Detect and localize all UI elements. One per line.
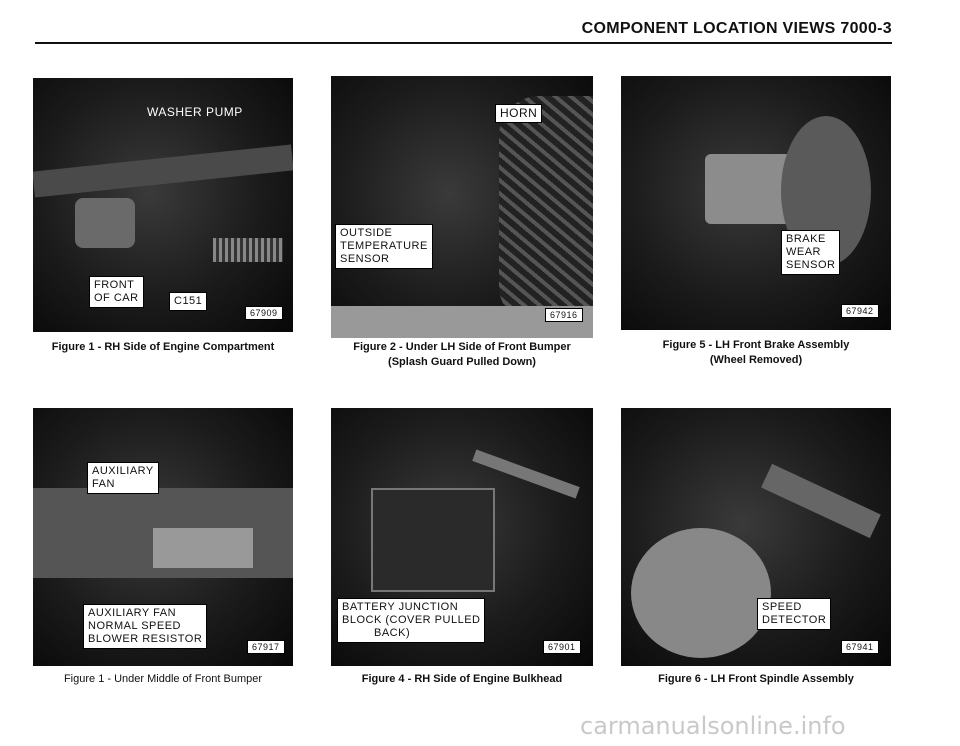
figure-caption: Figure 1 - RH Side of Engine Compartment: [51, 341, 275, 353]
spindle: [631, 528, 771, 658]
callout-c151: C151: [169, 292, 207, 311]
hose: [33, 144, 293, 197]
photo-number: 67916: [545, 308, 583, 322]
resistor: [153, 528, 253, 568]
photo-auxiliary-fan: [33, 408, 293, 666]
photo-number: 67942: [841, 304, 879, 318]
figure-caption: Figure 2 - Under LH Side of Front Bumper (Splash Guard Pulled Down): [353, 341, 571, 368]
figure-caption: Figure 1 - Under Middle of Front Bumper: [63, 673, 263, 685]
junction-block: [371, 488, 495, 592]
coil-spring: [213, 238, 283, 262]
photo-brake-assembly: [621, 76, 891, 330]
callout-fan-resistor: AUXILIARY FAN NORMAL SPEED BLOWER RESISTOR: [83, 604, 207, 649]
callout-horn: HORN: [495, 104, 542, 123]
callout-washer-pump: WASHER PUMP: [147, 105, 243, 119]
photo-washer-pump: [33, 78, 293, 332]
figure-caption: Figure 5 - LH Front Brake Assembly (Wheel Removed): [662, 339, 850, 366]
callout-brake-wear-sensor: BRAKE WEAR SENSOR: [781, 230, 840, 275]
photo-battery-junction: [331, 408, 593, 666]
watermark: carmanualsonline.info: [580, 712, 846, 740]
photo-number: 67901: [543, 640, 581, 654]
tire: [499, 96, 593, 326]
callout-auxiliary-fan: AUXILIARY FAN: [87, 462, 159, 494]
callout-speed-detector: SPEED DETECTOR: [757, 598, 831, 630]
photo-number: 67941: [841, 640, 879, 654]
photo-horn: [331, 76, 593, 338]
page-header: COMPONENT LOCATION VIEWS 7000-3: [581, 20, 892, 37]
callout-battery-junction-block: BATTERY JUNCTION BLOCK (COVER PULLED BACK): [337, 598, 485, 643]
arm: [761, 464, 881, 538]
figure-caption: Figure 4 - RH Side of Engine Bulkhead: [361, 673, 563, 685]
photo-number: 67909: [245, 306, 283, 320]
callout-front-of-car: FRONT OF CAR: [89, 276, 144, 308]
callout-outside-temp-sensor: OUTSIDE TEMPERATURE SENSOR: [335, 224, 433, 269]
pump-body: [75, 198, 135, 248]
header-rule: [35, 42, 892, 44]
figure-caption: Figure 6 - LH Front Spindle Assembly: [658, 673, 854, 685]
photo-speed-detector: [621, 408, 891, 666]
photo-number: 67917: [247, 640, 285, 654]
